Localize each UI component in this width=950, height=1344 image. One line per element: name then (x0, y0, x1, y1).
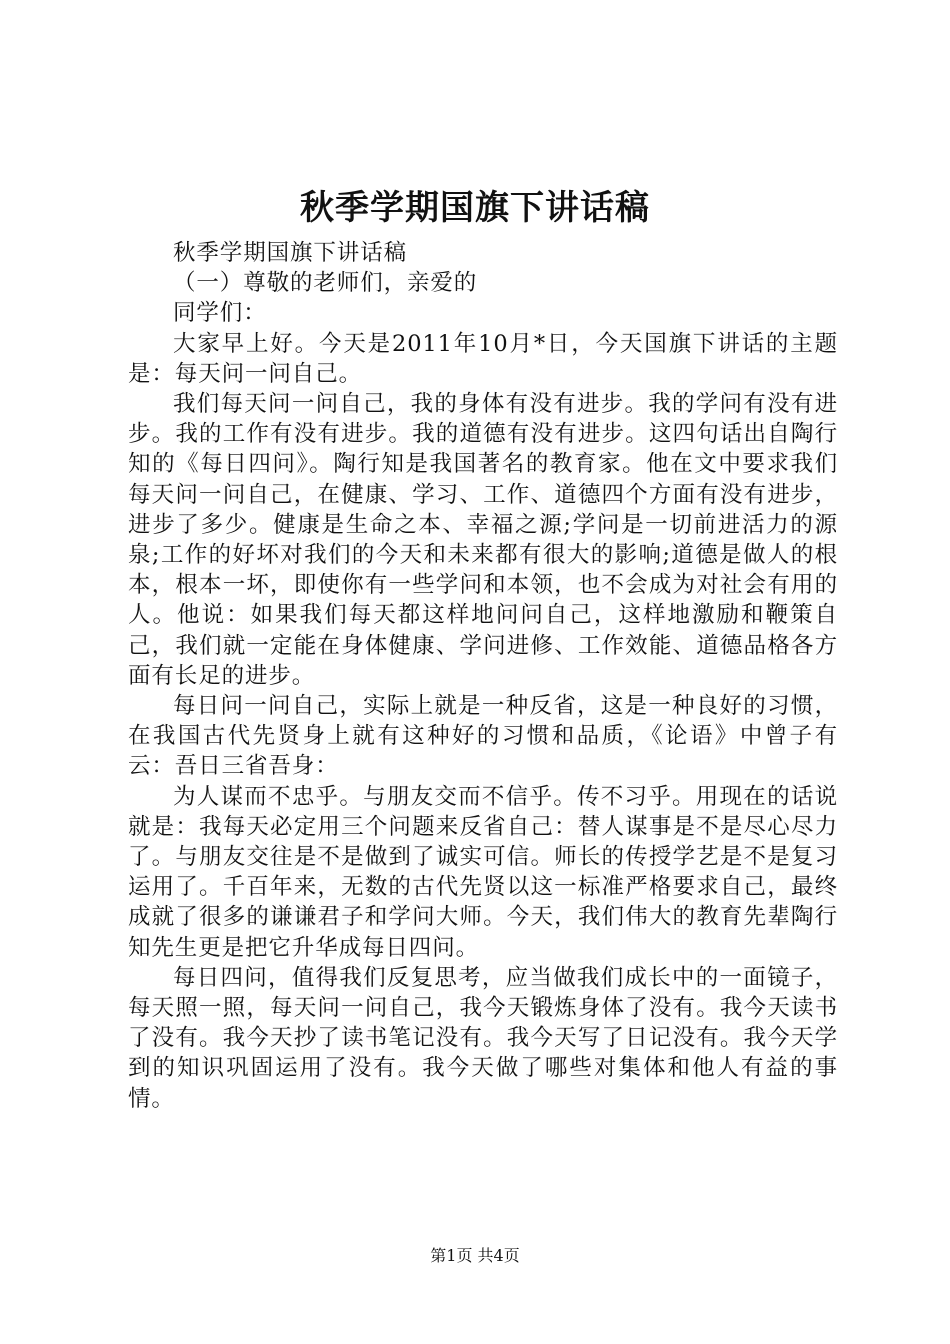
paragraph-greeting-cont: 同学们： (173, 300, 267, 327)
paragraph-body: 为人谋而不忠乎。与朋友交而不信乎。传不习乎。用现在的话说就是：我每天必定用三个问题来反省自己：替人谋事是不是尽心尽力了。与朋友交往是不是做到了诚实可信。师长的传授学艺是不是复习运用了。千百年来，无数的古代先贤以这一标准严格要求自己，最终成就了很多的谦谦君子和学问大师。今天，我们伟大的教育先辈陶行知先生更是把它升华成每日四问。 (128, 783, 838, 961)
page-footer: 第1页 共4页 (430, 1246, 520, 1265)
paragraph-greeting: （一）尊敬的老师们，亲爱的 (173, 270, 478, 297)
paragraph-body: 每日四问，值得我们反复思考，应当做我们成长中的一面镜子，每天照一照，每天问一问自己，我今天锻炼身体了没有。我今天读书了没有。我今天抄了读书笔记没有。我今天写了日记没有。我今天学到的知识巩固运用了没有。我今天做了哪些对集体和他人有益的事情。 (128, 964, 838, 1112)
document-body (128, 238, 838, 1114)
paragraph-subtitle: 秋季学期国旗下讲话稿 (173, 240, 408, 266)
document-title: 秋季学期国旗下讲话稿 (300, 188, 650, 228)
paragraph-body: 我们每天问一问自己，我的身体有没有进步。我的学问有没有进步。我的工作有没有进步。我的道德有没有进步。这四句话出自陶行知的《每日四问》。陶行知是我国著名的教育家。他在文中要求我们每天问一问自己，在健康、学习、工作、道德四个方面有没有进步，进步了多少。健康是生命之本、幸福之源;学问是一切前进活力的源泉;工作的好坏对我们的今天和未来都有很大的影响;道德是做人的根本，根本一坏，即使你有一些学问和本领，也不会成为对社会有用的人。他说：如果我们每天都这样地问问自己，这样地激励和鞭策自己，我们就一定能在身体健康、学问进修、工作效能、道德品格各方面有长足的进步。 (128, 391, 838, 689)
paragraph-intro: 大家早上好。今天是2011年10月*日，今天国旗下讲话的主题是：每天问一问自己。 (128, 330, 838, 387)
paragraph-body: 每日问一问自己，实际上就是一种反省，这是一种良好的习惯，在我国古代先贤身上就有这种好的习惯和品质，《论语》中曾子有云：吾日三省吾身： (128, 693, 838, 780)
